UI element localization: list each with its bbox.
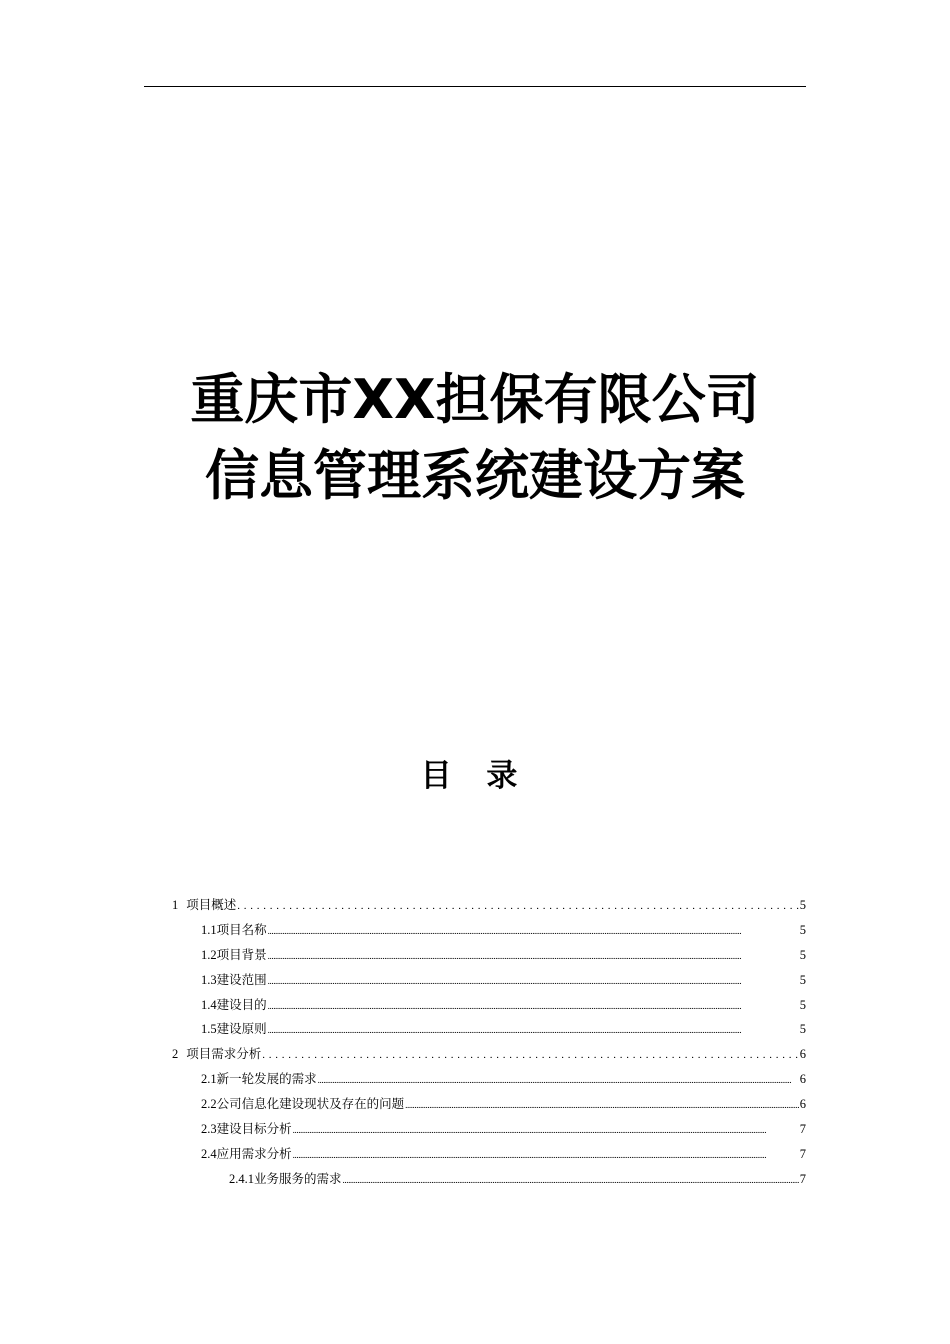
toc-dot-leader [268, 969, 799, 994]
toc-entry-label: 项目概述 [186, 897, 237, 912]
toc-entry[interactable] [172, 1167, 806, 1192]
toc-entry-label: 项目背景 [216, 946, 267, 962]
toc-entry-number: 1.3 [201, 972, 217, 987]
toc-entry-number: 2.3 [201, 1122, 217, 1137]
toc-entry-number: 2 [172, 1047, 179, 1062]
toc-entry-label: 业务服务的需求 [254, 1170, 342, 1186]
toc-entry-page-number: 5 [799, 997, 806, 1012]
toc-entry[interactable] [172, 1017, 806, 1042]
toc-entry-label: 建设目标分析 [216, 1121, 292, 1137]
toc-entry-label: 公司信息化建设现状及存在的问题 [216, 1096, 405, 1112]
toc-entry-page-number: 5 [799, 922, 806, 937]
toc-entry-number: 1.5 [201, 1022, 217, 1037]
toc-entry-label: 建设原则 [216, 1021, 267, 1037]
document-title [0, 362, 950, 514]
toc-dot-leader [293, 1143, 799, 1168]
toc-entry[interactable] [172, 893, 806, 918]
table-of-contents [172, 893, 806, 1192]
toc-entry-page-number: 5 [799, 898, 806, 912]
toc-entry-number: 2.4 [201, 1146, 217, 1161]
toc-entry-number: 1.4 [201, 997, 217, 1012]
toc-entry[interactable] [172, 1067, 806, 1092]
document-title-line-2: 信息管理系统建设方案 [205, 444, 745, 507]
toc-entry-label: 新一轮发展的需求 [216, 1071, 317, 1087]
toc-entry[interactable] [172, 968, 806, 993]
toc-dot-leader [268, 994, 799, 1019]
toc-entry-label: 项目需求分析 [186, 1046, 262, 1062]
toc-entry[interactable] [172, 993, 806, 1018]
toc-entry[interactable] [172, 1117, 806, 1142]
toc-entry-page-number: 6 [799, 1097, 806, 1112]
toc-entry-label: 建设目的 [216, 996, 267, 1012]
document-title-line-1: 重庆市XX担保有限公司 [190, 368, 760, 431]
toc-entry-label: 建设范围 [216, 971, 267, 987]
toc-entry-page-number: 6 [799, 1072, 806, 1087]
toc-entry-label: 项目名称 [216, 921, 267, 937]
toc-entry-number: 2.1 [201, 1072, 217, 1087]
toc-entry-label: 应用需求分析 [216, 1145, 292, 1161]
toc-dot-leader [405, 1093, 799, 1118]
toc-entry-page-number: 5 [799, 972, 806, 987]
toc-dot-leader [318, 1068, 799, 1093]
toc-entry-number: 1.1 [201, 922, 217, 937]
toc-entry[interactable] [172, 943, 806, 968]
toc-entry-page-number: 7 [799, 1122, 806, 1137]
toc-entry-number: 2.2 [201, 1097, 217, 1112]
toc-entry[interactable] [172, 918, 806, 943]
toc-dot-leader [343, 1168, 799, 1193]
toc-dot-leader [293, 1118, 799, 1143]
toc-entry-number: 2.4.1 [229, 1171, 254, 1186]
toc-entry[interactable] [172, 1092, 806, 1117]
toc-entry-number: 1.2 [201, 947, 217, 962]
toc-dot-leader [268, 919, 799, 944]
header-rule [144, 86, 806, 87]
toc-entry-page-number: 7 [799, 1171, 806, 1186]
toc-entry-page-number: 7 [799, 1146, 806, 1161]
toc-entry[interactable] [172, 1142, 806, 1167]
toc-entry[interactable] [172, 1042, 806, 1067]
toc-dot-leader [268, 944, 799, 969]
toc-dot-leader [237, 894, 798, 919]
toc-entry-page-number: 5 [799, 947, 806, 962]
toc-entry-page-number: 6 [799, 1047, 806, 1062]
toc-dot-leader [262, 1043, 798, 1068]
toc-dot-leader [268, 1018, 799, 1043]
toc-heading: 目 录 [420, 758, 530, 794]
toc-entry-number: 1 [172, 898, 179, 912]
toc-entry-page-number: 5 [799, 1022, 806, 1037]
